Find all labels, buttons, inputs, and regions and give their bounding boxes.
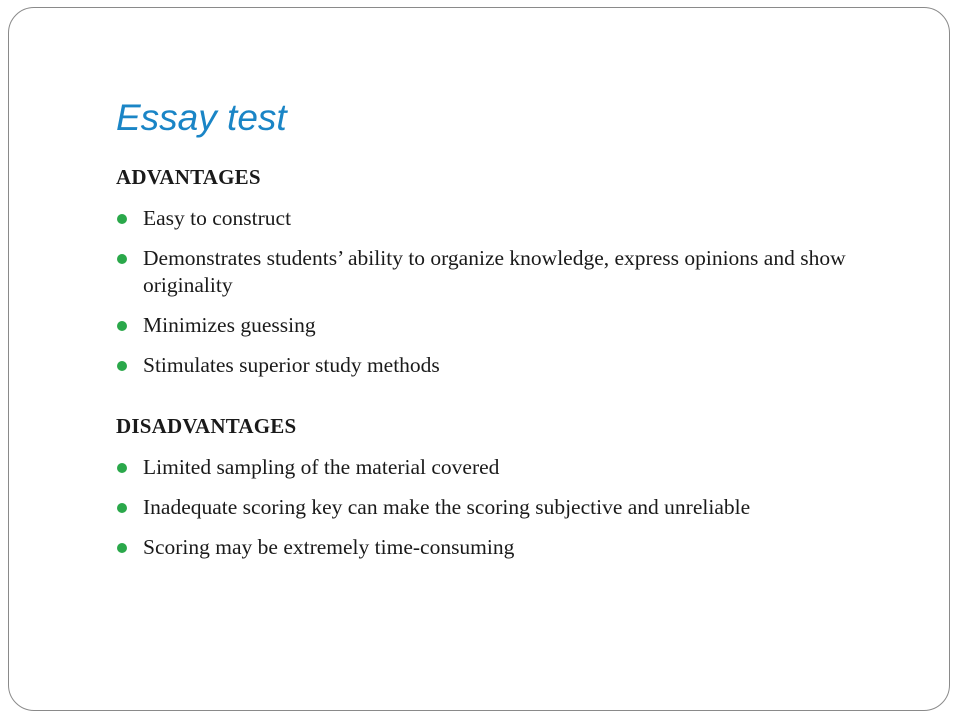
list-item (116, 454, 876, 481)
list-item (116, 534, 876, 561)
bullet-dot-icon (117, 463, 127, 473)
disadvantages-list (116, 454, 876, 561)
list-item-text: Inadequate scoring key can make the scoring subjective and unreliable (143, 495, 751, 519)
slide-title: Essay test (116, 97, 287, 138)
list-item (116, 352, 876, 379)
list-item (116, 494, 876, 521)
list-item-text: Demonstrates students’ ability to organize knowledge, express opinions and show originality (143, 246, 846, 297)
bullet-dot-icon (117, 503, 127, 513)
list-item-text: Easy to construct (143, 206, 292, 230)
list-item (116, 205, 876, 232)
slide-content (116, 164, 876, 574)
slide-frame (8, 7, 950, 711)
list-item-text: Stimulates superior study methods (143, 353, 440, 377)
bullet-dot-icon (117, 254, 127, 264)
bullet-dot-icon (117, 321, 127, 331)
bullet-dot-icon (117, 543, 127, 553)
disadvantages-heading: DISADVANTAGES (116, 414, 297, 438)
list-item-text: Minimizes guessing (143, 313, 316, 337)
list-item-text: Limited sampling of the material covered (143, 455, 500, 479)
list-item-text: Scoring may be extremely time-consuming (143, 535, 515, 559)
bullet-dot-icon (117, 361, 127, 371)
list-item (116, 245, 876, 299)
advantages-heading: ADVANTAGES (116, 165, 261, 189)
list-item (116, 312, 876, 339)
advantages-list (116, 205, 876, 379)
bullet-dot-icon (117, 214, 127, 224)
